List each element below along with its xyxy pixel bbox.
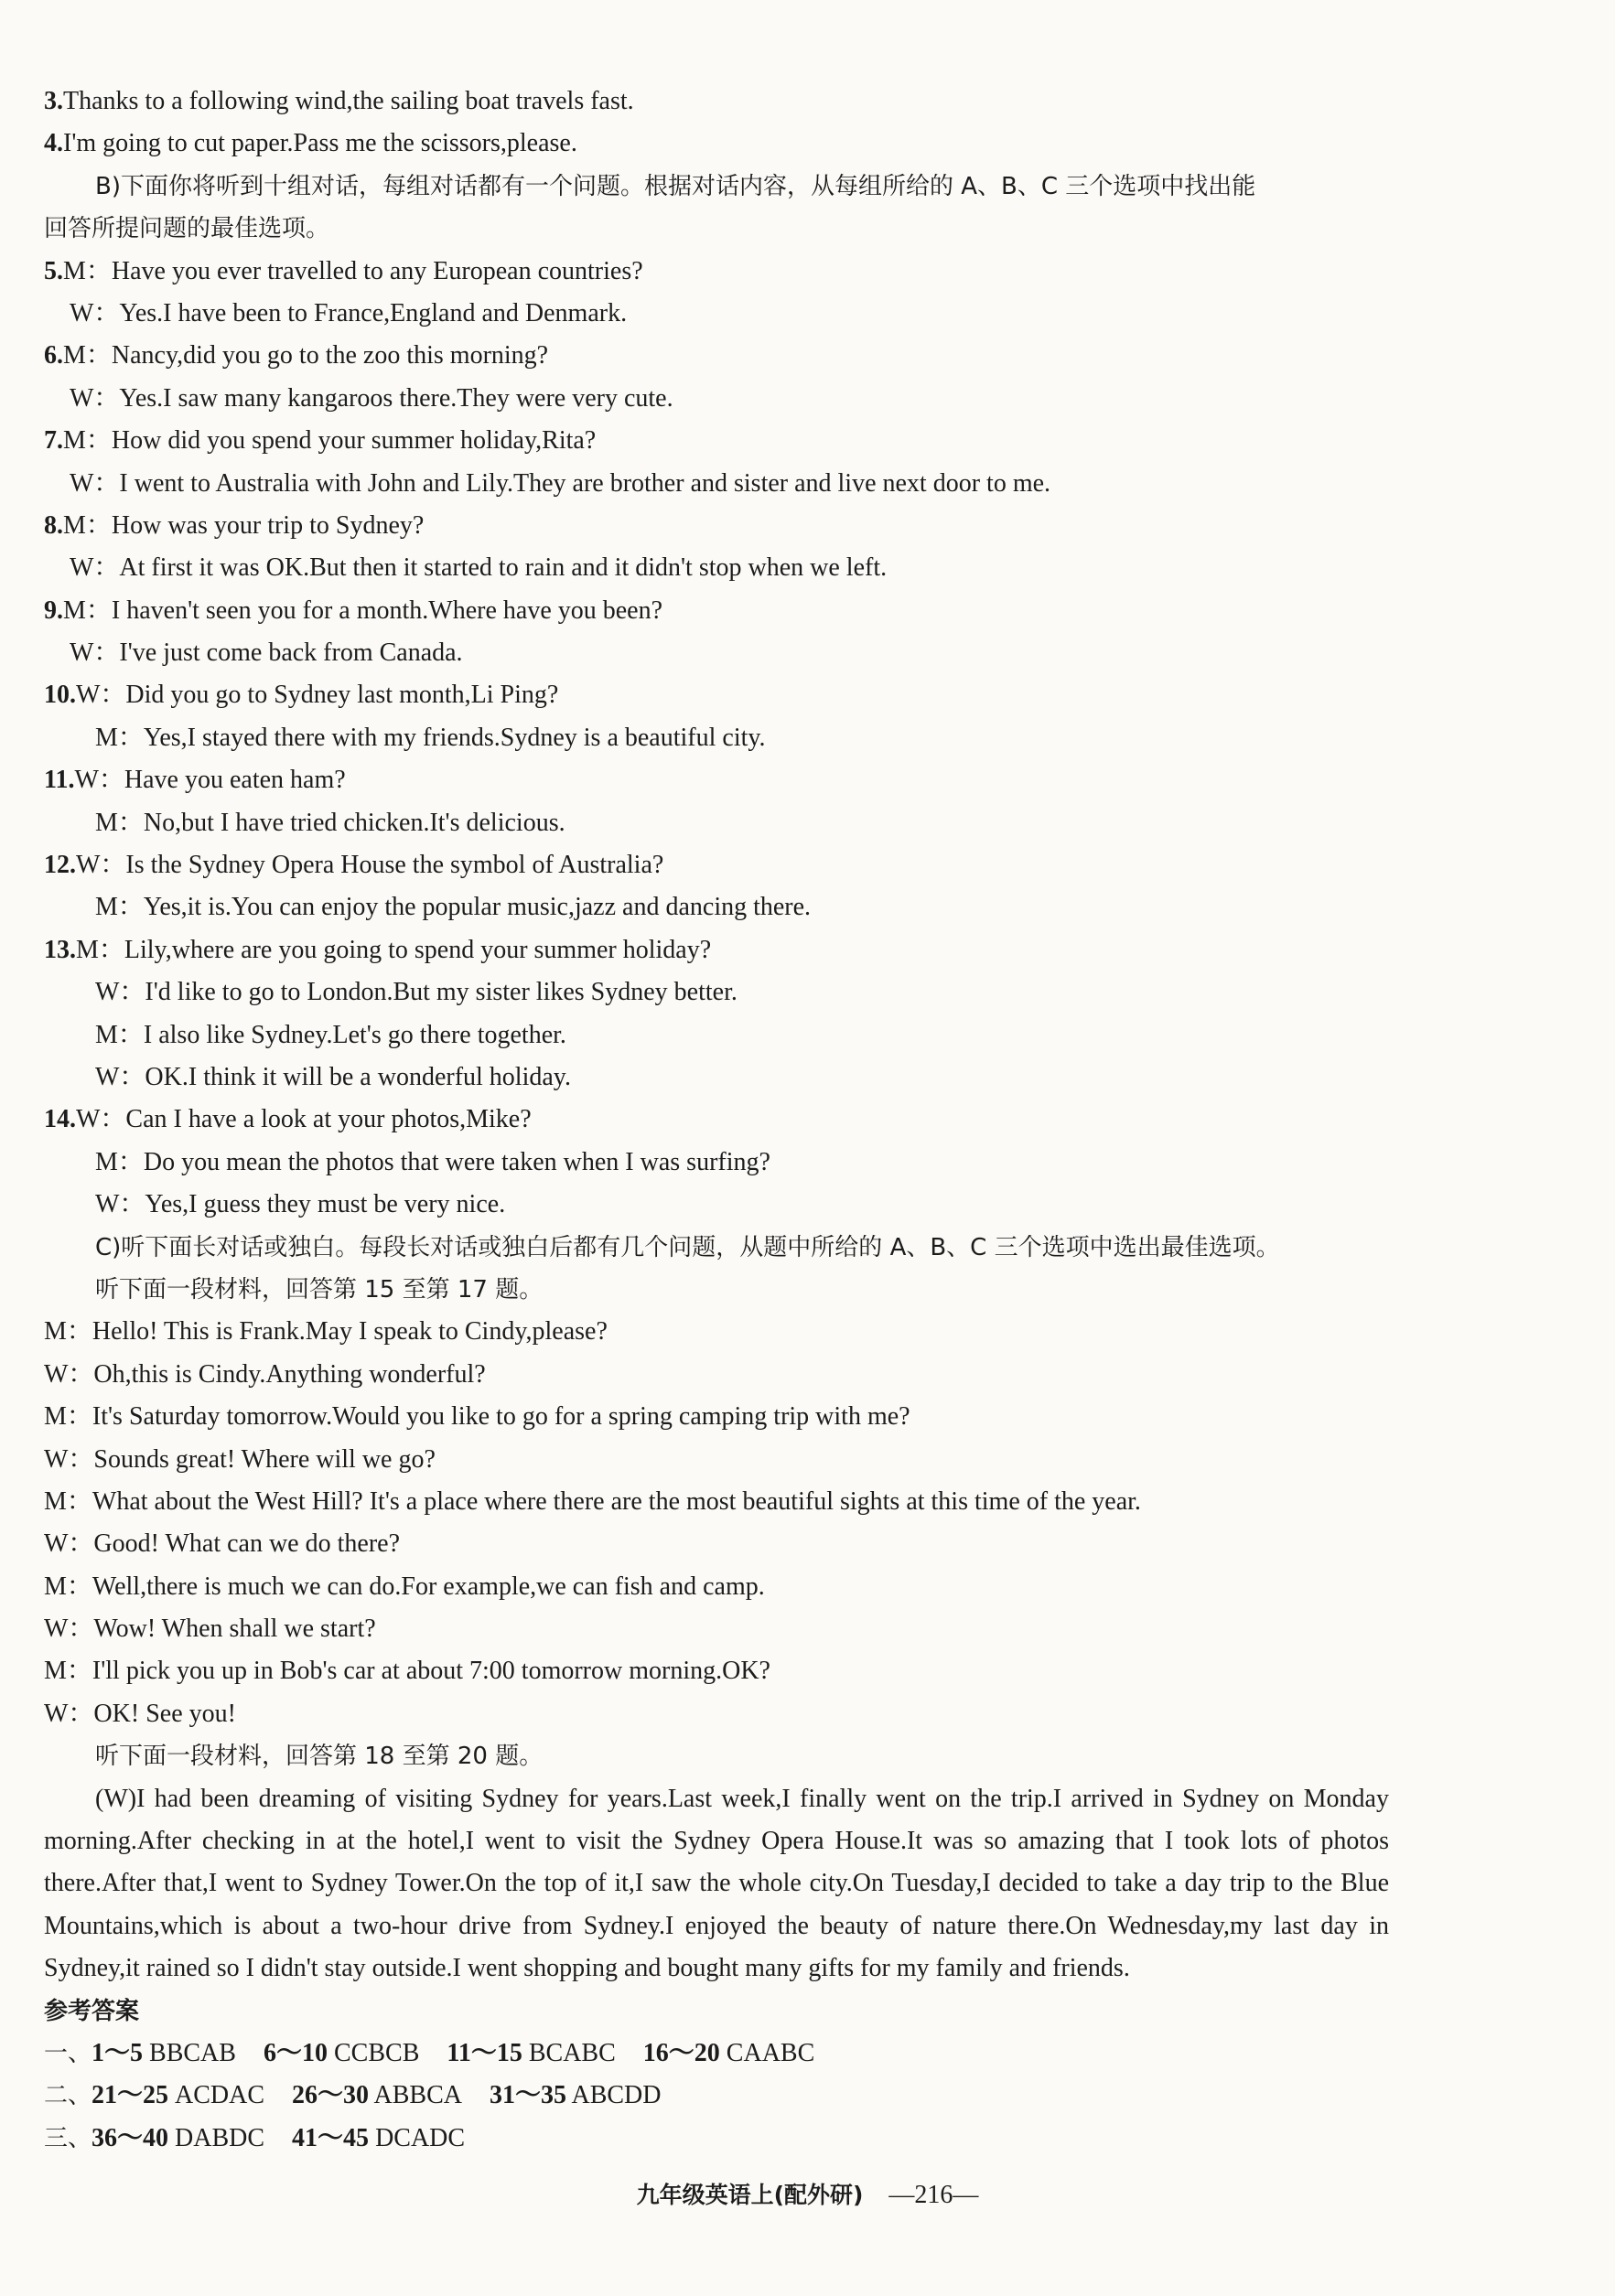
script-line: [44, 717, 1416, 759]
answer-range: 1～5: [92, 2039, 144, 2068]
line-text: M：Nancy,did you go to the zoo this morning?: [63, 341, 549, 370]
line-text: W：Yes.I have been to France,England and Denmark.: [70, 298, 628, 327]
answer-key: [44, 2033, 1416, 2160]
line-text: W：I've just come back from Canada.: [70, 638, 463, 668]
answer-letters: ABCDD: [571, 2081, 662, 2110]
page-number: —216—: [888, 2181, 979, 2209]
answer-letters: CCBCB: [333, 2039, 420, 2068]
line-text: 回答所提问题的最佳选项。: [44, 215, 330, 243]
script-line: [44, 886, 1416, 928]
answer-letters: DCADC: [375, 2123, 466, 2152]
script-line: [44, 1311, 1416, 1353]
script-line: [44, 929, 1416, 971]
script-line: [44, 335, 1416, 377]
answer-range: 21～25: [92, 2081, 169, 2110]
script-line: [44, 1523, 1416, 1565]
line-text: 听下面一段材料，回答第 15 至第 17 题。: [95, 1275, 544, 1304]
line-text: W：OK! See you!: [44, 1699, 236, 1728]
script-line: [44, 1693, 1416, 1735]
script-line: [44, 802, 1416, 844]
line-text: M：How did you spend your summer holiday,Rita?: [63, 426, 597, 456]
question-number: 9.: [44, 595, 63, 625]
script-line: [44, 1269, 1416, 1311]
line-text: M：Yes,it is.You can enjoy the popular music,jazz and dancing there.: [95, 893, 812, 922]
script-line: [44, 1735, 1416, 1777]
script-line: [44, 1354, 1416, 1396]
script-line: [44, 251, 1416, 293]
question-number: 6.: [44, 341, 63, 370]
script-line: [44, 590, 1416, 632]
line-text: M：Well,there is much we can do.For example,we can fish and camp.: [44, 1572, 765, 1601]
answer-range: 36～40: [92, 2123, 169, 2152]
line-text: W：Did you go to Sydney last month,Li Ping?: [76, 681, 559, 710]
script-line: [44, 505, 1416, 547]
script-line: [44, 1099, 1416, 1141]
script-line: [44, 1566, 1416, 1608]
answer-letters: ACDAC: [175, 2081, 265, 2110]
question-number: 12.: [44, 851, 76, 880]
line-text: M：I haven't seen you for a month.Where have you been?: [63, 595, 663, 625]
script-line: [44, 1396, 1416, 1438]
answer-group: [292, 2081, 462, 2109]
answer-range: 41～45: [292, 2123, 370, 2152]
line-text: W：I went to Australia with John and Lily.They are brother and sister and live next door to me.: [70, 468, 1051, 498]
script-line: [44, 1439, 1416, 1481]
line-text: B)下面你将听到十组对话，每组对话都有一个问题。根据对话内容，从每组所给的 A、B、C 三个选项中找出能: [95, 172, 1256, 200]
page-footer: [0, 2177, 1615, 2210]
answer-group: [643, 2039, 814, 2067]
script-line: [44, 632, 1416, 674]
section-prefix: 三、: [44, 2124, 92, 2152]
question-number: 10.: [44, 681, 76, 710]
line-text: 听下面一段材料，回答第 18 至第 20 题。: [95, 1743, 544, 1771]
line-text: M：Yes,I stayed there with my friends.Sydney is a beautiful city.: [95, 723, 766, 752]
answer-letters: DABDC: [175, 2123, 265, 2152]
script-line: [44, 547, 1416, 589]
line-text: W：Is the Sydney Opera House the symbol of Australia?: [76, 851, 664, 880]
script-line: [44, 844, 1416, 886]
line-text: M：Do you mean the photos that were taken when I was surfing?: [95, 1147, 770, 1176]
script-line: [44, 1481, 1416, 1523]
question-number: 14.: [44, 1105, 76, 1134]
answer-letters: BCABC: [528, 2039, 616, 2068]
line-text: Thanks to a following wind,the sailing boat travels fast.: [63, 87, 634, 115]
line-text: W：OK.I think it will be a wonderful holiday.: [95, 1062, 571, 1091]
line-text: M：Have you ever travelled to any European countries?: [63, 256, 643, 285]
section-prefix: 一、: [44, 2040, 92, 2068]
line-text: W：Wow! When shall we start?: [44, 1615, 376, 1644]
answer-group: [264, 2039, 419, 2067]
answer-letters: CAABC: [726, 2039, 815, 2068]
answer-group: [92, 2081, 264, 2109]
line-text: M：How was your trip to Sydney?: [63, 510, 425, 540]
script-line: [44, 463, 1416, 505]
answer-letters: BBCAB: [149, 2039, 236, 2068]
line-text: W：Good! What can we do there?: [44, 1529, 400, 1559]
script-line: [44, 1142, 1416, 1184]
answers-heading: 参考答案: [44, 1997, 140, 2025]
section-prefix: 二、: [44, 2082, 92, 2110]
answer-row: [44, 2075, 1416, 2117]
answer-group: [447, 2039, 615, 2067]
line-text: W：Oh,this is Cindy.Anything wonderful?: [44, 1359, 486, 1389]
script-line: [44, 208, 1416, 250]
script-line: [44, 378, 1416, 420]
answer-group: [92, 2124, 264, 2152]
line-text: M：Lily,where are you going to spend your summer holiday?: [76, 935, 712, 964]
script-line: [44, 1650, 1416, 1692]
answer-range: 6～10: [263, 2039, 328, 2068]
answer-range: 31～35: [490, 2081, 567, 2110]
answer-group: [292, 2124, 465, 2152]
listening-script: [44, 80, 1416, 1778]
question-number: 11.: [44, 766, 75, 795]
question-number: 8.: [44, 510, 63, 540]
script-line: [44, 420, 1416, 462]
answer-group: [490, 2081, 662, 2109]
question-number: 13.: [44, 935, 76, 964]
line-text: M：It's Saturday tomorrow.Would you like to go for a spring camping trip with me?: [44, 1402, 910, 1432]
script-line: [44, 1227, 1416, 1269]
question-number: 7.: [44, 426, 63, 456]
answer-range: 16～20: [642, 2039, 720, 2068]
script-line: [44, 971, 1416, 1014]
line-text: I'm going to cut paper.Pass me the scissors,please.: [63, 129, 577, 158]
script-line: [44, 1014, 1416, 1057]
footer-title: 九年级英语上(配外研): [636, 2182, 864, 2208]
line-text: M：No,but I have tried chicken.It's delicious.: [95, 808, 565, 837]
script-line: [44, 80, 1416, 123]
monologue-paragraph: (W)I had been dreaming of visiting Sydney for years.Last week,I finally went on the trip.I arrived in Sydney on Monday morning.After checking in at the hotel,I went to visit the Sydney Opera House.It was so amazing that I took lots of photos there.After that,I went to Sydney Tower.On the top of it,I saw the whole city.On Tuesday,I decided to take a day trip to the Blue Mountains,which is about a two-hour drive from Sydney.I enjoyed the beauty of nature there.On Wednesday,my last day in Sydney,it rained so I didn't stay outside.I went shopping and bought many gifts for my family and friends.: [44, 1784, 1389, 1983]
page-content: [44, 80, 1416, 2160]
answer-letters: ABBCA: [373, 2081, 462, 2110]
line-text: W：At first it was OK.But then it started to rain and it didn't stop when we left.: [70, 553, 888, 583]
answer-range: 11～15: [447, 2039, 522, 2068]
line-text: W：Yes,I guess they must be very nice.: [95, 1190, 506, 1219]
script-line: [44, 674, 1416, 716]
line-text: C)听下面长对话或独白。每段长对话或独白后都有几个问题，从题中所给的 A、B、C 三个选项中选出最佳选项。: [95, 1233, 1280, 1261]
line-text: W：Sounds great! Where will we go?: [44, 1444, 436, 1474]
script-line: [44, 293, 1416, 335]
line-text: W：Yes.I saw many kangaroos there.They were very cute.: [70, 383, 673, 413]
script-line: [44, 166, 1416, 208]
line-text: M：I also like Sydney.Let's go there together.: [95, 1020, 566, 1049]
line-text: M：I'll pick you up in Bob's car at about 7:00 tomorrow morning.OK?: [44, 1657, 770, 1686]
line-text: W：Have you eaten ham?: [74, 766, 346, 795]
line-text: M：What about the West Hill? It's a place where there are the most beautiful sights at this time of the year.: [44, 1486, 1141, 1516]
script-line: [44, 759, 1416, 801]
question-number: 4.: [44, 129, 63, 158]
script-line: [44, 1057, 1416, 1099]
answer-row: [44, 2118, 1416, 2160]
script-line: [44, 123, 1416, 165]
script-line: [44, 1608, 1416, 1650]
question-number: 3.: [44, 87, 63, 115]
line-text: W：Can I have a look at your photos,Mike?: [76, 1105, 532, 1134]
question-number: 5.: [44, 256, 63, 285]
script-line: [44, 1184, 1416, 1226]
answer-group: [92, 2039, 236, 2067]
line-text: W：I'd like to go to London.But my sister likes Sydney better.: [95, 978, 738, 1007]
answer-row: [44, 2033, 1416, 2075]
line-text: M：Hello! This is Frank.May I speak to Cindy,please?: [44, 1317, 608, 1346]
answer-range: 26～30: [292, 2081, 370, 2110]
